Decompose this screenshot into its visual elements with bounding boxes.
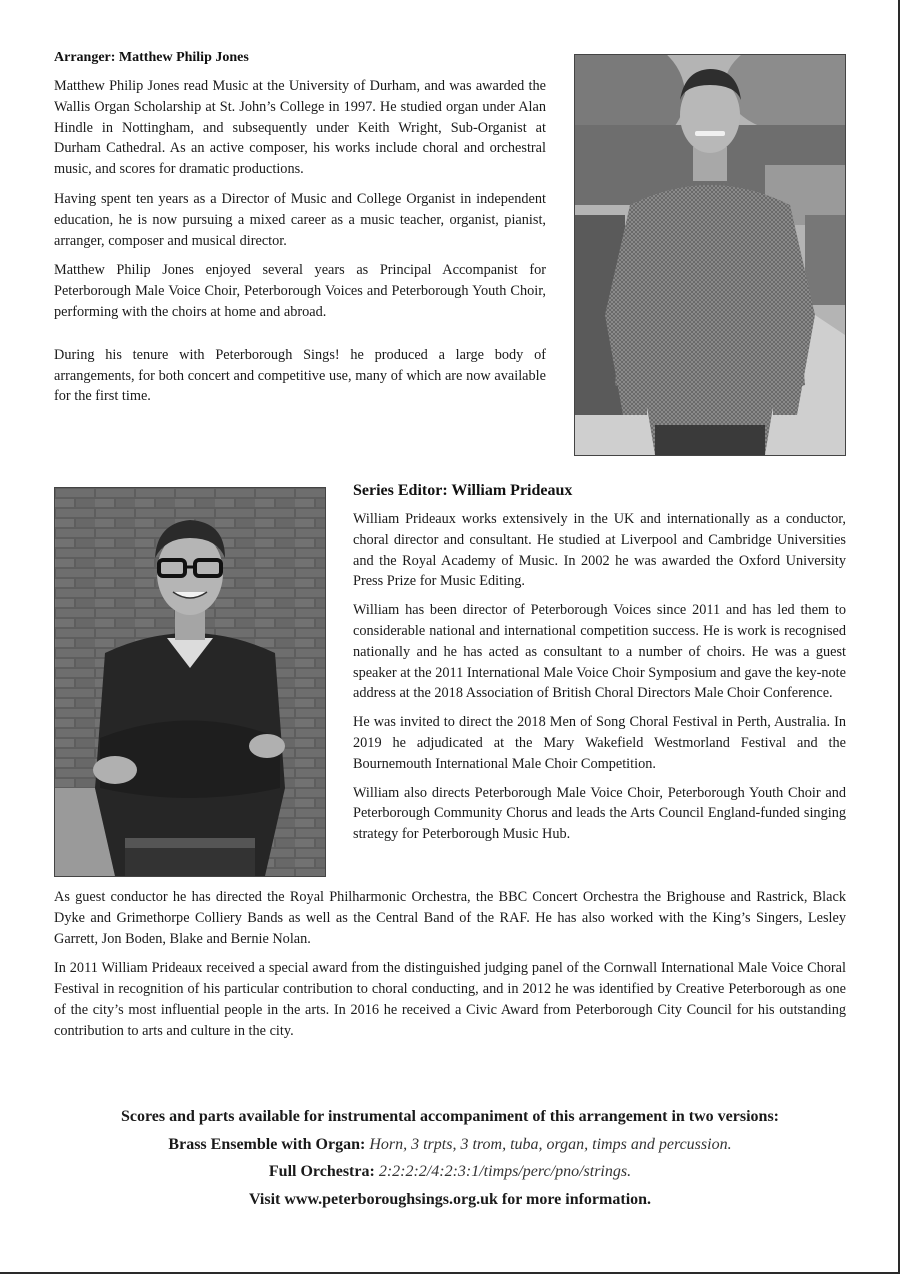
arranger-paragraph: Having spent ten years as a Director of Music and College Organist in independent education, he is now pursuing a mixed career as a music teacher, organist, pianist, arranger, composer and musical director.	[54, 190, 546, 249]
scores-availability-line: Scores and parts available for instrumental accompaniment of this arrangement in two versions:	[120, 1108, 780, 1125]
editor-paragraph: William has been director of Peterborough Voices since 2011 and has led them to considerable national and international competition success. He is work is recognised nationally and he has acted as consultant to a number of choirs. He was a guest speaker at the 2011 International Male Voice Choir Symposium and gave the key-note address at the 2018 Association of British Choral Directors Male Choir Conference.	[353, 602, 846, 702]
arranger-photo	[574, 54, 846, 456]
arranger-heading: Arranger: Matthew Philip Jones	[54, 50, 249, 65]
editor-paragraph: He was invited to direct the 2018 Men of Song Choral Festival in Perth, Australia. In 2019 he adjudicated at the Mary Wakefield Westmorland Festival and the Bournemouth International Male Choir Competition.	[353, 714, 846, 772]
arranger-paragraph: Matthew Philip Jones read Music at the University of Durham, and was awarded the Wallis Organ Scholarship at St. John’s College in 1997. He studied organ under Alan Hindle in Nottingham, and subsequently under Keith Wright, Sub-Organist at Durham Cathedral. As an active composer, his works include choral and orchestral music, and scores for dramatic productions.	[54, 78, 546, 178]
arranger-paragraph: Matthew Philip Jones enjoyed several years as Principal Accompanist for Peterborough Male Voice Choir, Peterborough Voices and Peterborough Youth Choir, performing with the choirs at home and abroad.	[54, 262, 546, 320]
arranger-paragraph: During his tenure with Peterborough Sings! he produced a large body of arrangements, for both concert and competitive use, many of which are now available for the first time.	[54, 346, 546, 405]
editor-section	[353, 482, 846, 853]
editor-paragraph: In 2011 William Prideaux received a special award from the distinguished judging panel of the Cornwall International Male Voice Choral Festival in recognition of his particular contribution to choral conducting, and in 2012 he was identified by Creative Peterborough as one of the city’s most influential people in the arts. In 2016 he received a Civic Award from Peterborough City Council for his outstanding contribution to arts and culture in the city.	[54, 960, 846, 1039]
scores-info	[30, 1103, 870, 1213]
editor-paragraph: As guest conductor he has directed the Royal Philharmonic Orchestra, the BBC Concert Orchestra the Brighouse and Rastrick, Black Dyke and Grimethorpe Colliery Bands as well as the Central Band of the RAF. He has also worked with the King’s Singers, Lesley Garrett, Jon Boden, Blake and Bernie Nolan.	[54, 889, 846, 947]
orchestra-version-line: Full Orchestra: 2:2:2:2/4:2:3:1/timps/perc/pno/strings.	[268, 1163, 632, 1180]
editor-paragraph: William Prideaux works extensively in the UK and internationally as a conductor, choral director and consultant. He studied at Liverpool and Cambridge Universities and the Royal Academy of Music. In 2002 he was awarded the Oxford University Press Prize for Music Editing.	[353, 511, 846, 590]
editor-photo	[54, 487, 326, 877]
editor-section-continued	[54, 887, 846, 1051]
arranger-section	[54, 50, 546, 416]
editor-heading: Series Editor: William Prideaux	[353, 482, 573, 499]
website-line: Visit www.peterboroughsings.org.uk for more information.	[248, 1190, 652, 1208]
editor-paragraph: William also directs Peterborough Male Voice Choir, Peterborough Youth Choir and Peterborough Community Chorus and leads the Arts Council England-funded singing strategy for Peterborough Music Hub.	[353, 784, 846, 843]
brass-version-line: Brass Ensemble with Organ: Horn, 3 trpts, 3 trom, tuba, organ, timps and percussion.	[168, 1135, 732, 1153]
